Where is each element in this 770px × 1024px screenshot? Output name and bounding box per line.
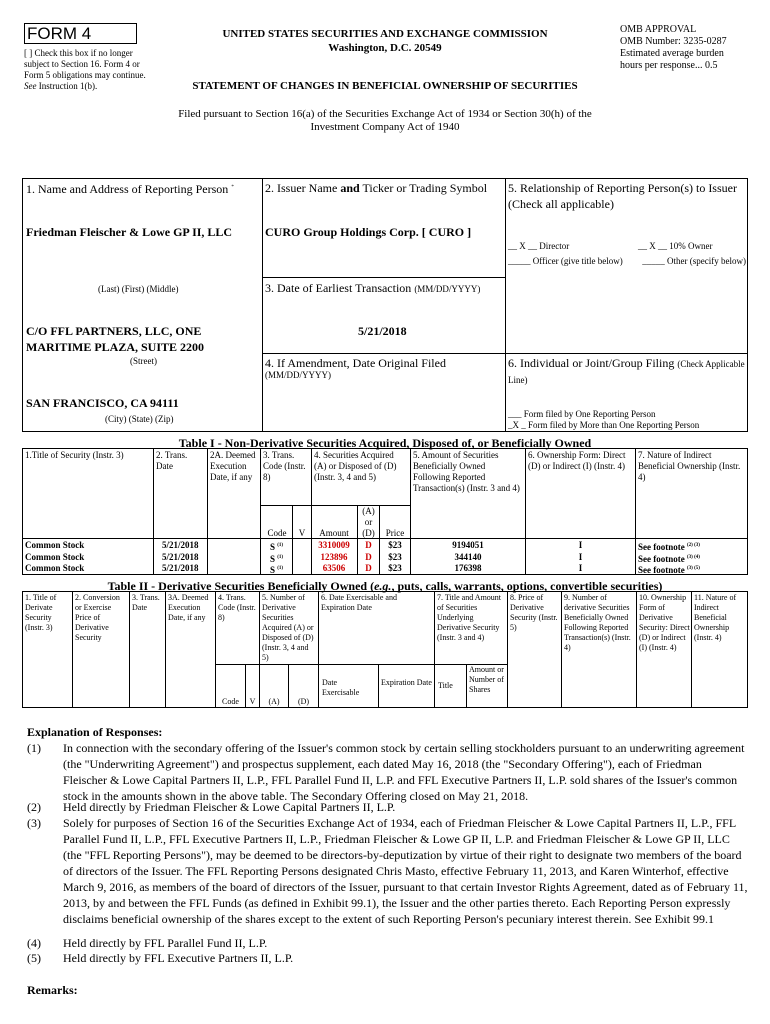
table1-title: Table I - Non-Derivative Securities Acquired, Disposed of, or Beneficially Owned	[178, 436, 592, 450]
row-price: $23	[388, 563, 402, 573]
reporting-name: Friedman Fleischer & Lowe GP II, LLC	[26, 225, 233, 239]
divider	[466, 664, 467, 708]
divider	[260, 505, 410, 506]
row-price: $23	[388, 540, 402, 550]
t2-h9: 9. Number of derivative Securities Beneficially Owned Following Reported Transaction(s) (Instr. 4)	[564, 593, 631, 652]
row-code-letter: S	[270, 542, 276, 552]
table2-title-b: , puts, calls, warrants, options, convertible securities)	[391, 579, 663, 593]
box2-label	[265, 180, 487, 196]
t1-sub-price: Price	[385, 528, 405, 538]
row-date: 5/21/2018	[162, 540, 199, 550]
row-code-note: (1)	[277, 543, 284, 548]
footnote-text: Held directly by FFL Executive Partners II, L.P.	[63, 951, 294, 965]
row-code-letter: S	[270, 554, 276, 564]
box4-format: (MM/DD/YYYY)	[265, 370, 331, 380]
row-form: I	[578, 552, 583, 562]
row-nature-note: (3) (5)	[687, 566, 700, 571]
box1-label	[26, 180, 234, 197]
row-code-letter: S	[270, 565, 276, 575]
earliest-date: 5/21/2018	[358, 324, 407, 338]
box3-label	[265, 280, 480, 296]
row-ad: D	[365, 552, 372, 562]
agency-city: Washington, D.C. 20549	[328, 42, 442, 54]
divider	[292, 505, 293, 575]
footnote-text: Held directly by FFL Parallel Fund II, L.P.	[63, 936, 268, 950]
name-parts-label: (Last) (First) (Middle)	[98, 284, 179, 294]
divider	[505, 178, 506, 432]
ten-pct-line: __ X __ 10% Owner	[638, 241, 713, 251]
divider	[129, 591, 130, 708]
box6-label	[508, 355, 746, 387]
instruction-ref: Instruction 1(b).	[38, 81, 98, 91]
footnote-num: (5)	[27, 951, 41, 965]
row-nature-text: See footnote	[638, 554, 685, 564]
omb-number: OMB Number: 3235-0287	[620, 36, 727, 47]
t2-h4: 4. Trans. Code (Instr. 8)	[218, 593, 256, 622]
t2-sub-date-ex: Date Exercisable	[322, 678, 360, 697]
t2-sub-v: V	[249, 697, 256, 706]
box4-label: 4. If Amendment, Date Original Filed	[265, 356, 446, 370]
divider	[262, 353, 505, 354]
row-nature-note: (3) (4)	[687, 555, 700, 560]
footnote-text: Solely for purposes of Section 16 of the Securities Exchange Act of 1934, each of Friedman Fleischer & Lowe Capital Partners II, L.P., FFL Parallel Fund II, L.P., FFL Executive Partners II, L.P., Friedman Fleischer & Lowe GP II, L.P. and Friedman Fleischer & Lowe GP II, LLC (the "FFL Reporting Persons"), may be deemed to be directors-by-deputization by virtue of their right to designate two members of the board of directors of the Issuer. The FFL Reporting Persons designated Chris Masto, effective February 11, 2013, and Karen Winterhof, effective March 9, 2016, as members of the board of directors of the Issuer, pursuant to that certain Investor Rights Agreement, dated as of February 11, 2013, by and between the FFL Funds (as defined in Exhibit 99.1), the Issuer and the other parties thereto. Each Reporting Person expressly disclaims beneficial ownership of the shares except to the extent of such Reporting Person's pecuniary interest therein. See Exhibit 99.1	[63, 816, 748, 926]
t2-sub-a: (A)	[268, 697, 280, 706]
row-amount: 3310009	[318, 540, 350, 550]
filed-pursuant: Filed pursuant to Section 16(a) of the Securities Exchange Act of 1934 or Section 30(h) of the Investment Company Act of 1940	[178, 108, 592, 133]
row-date: 5/21/2018	[162, 552, 199, 562]
row-owned: 344140	[454, 552, 482, 562]
divider	[318, 591, 319, 708]
t2-h7: 7. Title and Amount of Securities Underlying Derivative Security (Instr. 3 and 4)	[437, 593, 502, 642]
t1-h3: 3. Trans. Code (Instr. 8)	[263, 450, 306, 482]
box5-sub: (Check all applicable)	[508, 197, 614, 211]
omb-burden: Estimated average burden	[620, 48, 724, 59]
t2-h11: 11. Nature of Indirect Beneficial Ownership (Instr. 4)	[694, 593, 737, 642]
t2-h2: 2. Conversion or Exercise Price of Derivative Security	[75, 593, 120, 642]
box1-mark: *	[231, 185, 234, 190]
box3-format: (MM/DD/YYYY)	[414, 284, 481, 294]
t2-h5: 5. Number of Derivative Securities Acquired (A) or Disposed of (D) (Instr. 3, 4 and 5)	[262, 593, 314, 662]
divider	[561, 591, 562, 708]
box1-label-text: 1. Name and Address of Reporting Person	[26, 182, 229, 196]
row-nature-text: See footnote	[638, 565, 685, 575]
row-title: Common Stock	[25, 563, 85, 573]
divider	[215, 591, 216, 708]
other-line: _____ Other (specify below)	[642, 256, 746, 266]
box2-label-b: Ticker or Trading Symbol	[362, 181, 488, 195]
divider	[262, 277, 505, 278]
divider	[378, 664, 379, 708]
row-ad: D	[365, 563, 372, 573]
divider	[434, 591, 435, 708]
divider	[262, 178, 263, 432]
footnote-num: (4)	[27, 936, 41, 950]
explanation-heading: Explanation of Responses:	[27, 725, 163, 739]
divider	[507, 591, 508, 708]
t2-h3a: 3A. Deemed Execution Date, if any	[168, 593, 209, 622]
footnote-text: In connection with the secondary offering of the Issuer's common stock by certain selling stockholders pursuant to an underwriting agreement (the "Underwriting Agreement") and prospectus supplement, each dated May 16, 2018 (the "Secondary Offering"), each of Friedman Fleischer & Lowe Capital Partners II, L.P., FFL Parallel Fund II, L.P. and FFL Executive Partners II, L.P. sold shares of the Issuer's common stock in the amounts shown in the above table. The Secondary Offering closed on May 21, 2018.	[63, 741, 745, 803]
street-label: (Street)	[130, 356, 157, 366]
row-code-note: (1)	[277, 566, 284, 571]
t2-h10: 10. Ownership Form of Derivative Security: Direct (D) or Indirect (I) (Instr. 4)	[639, 593, 690, 652]
divider	[635, 448, 636, 575]
t2-h8: 8. Price of Derivative Security (Instr. 5)	[510, 593, 558, 632]
row-owned: 176398	[454, 563, 482, 573]
row-nature-text: See footnote	[638, 542, 685, 552]
divider	[636, 591, 637, 708]
form-title: FORM 4	[27, 24, 92, 43]
agency-title: UNITED STATES SECURITIES AND EXCHANGE COMMISSION	[222, 28, 548, 40]
table2-title-a: Table II - Derivative Securities Beneficially Owned (	[107, 579, 375, 593]
table2-title-eg: e.g.	[374, 579, 392, 593]
t1-sub-code: Code	[267, 528, 287, 538]
t2-sub-d: (D)	[297, 697, 310, 706]
divider	[72, 591, 73, 708]
t1-h6: 6. Ownership Form: Direct (D) or Indirect (I) (Instr. 4)	[528, 450, 626, 471]
row-title: Common Stock	[25, 540, 85, 550]
footnote-num: (2)	[27, 800, 41, 814]
statement-title: STATEMENT OF CHANGES IN BENEFICIAL OWNERSHIP OF SECURITIES	[192, 80, 578, 92]
divider	[207, 448, 208, 575]
issuer-name: CURO Group Holdings Corp. [ CURO ]	[265, 225, 472, 239]
filed-one-line: ___ Form filed by One Reporting Person	[508, 409, 656, 419]
omb-approval: OMB APPROVAL	[620, 24, 697, 35]
director-line: __ X __ Director	[508, 241, 570, 251]
row-ad: D	[365, 540, 372, 550]
checkbox-note	[24, 48, 154, 92]
t2-sub-code: Code	[222, 697, 239, 706]
box5-label	[508, 180, 748, 212]
row-amount: 63506	[322, 563, 346, 573]
t1-h2a: 2A. Deemed Execution Date, if any	[210, 450, 256, 482]
t1-h4: 4. Securities Acquired (A) or Disposed of (D) (Instr. 3, 4 and 5)	[314, 450, 397, 482]
t2-sub-exp: Expiration Date	[381, 678, 432, 687]
divider	[165, 591, 166, 708]
divider	[153, 448, 154, 575]
t2-sub-amount: Amount or Number of Shares	[469, 665, 504, 694]
t1-sub-aord: (A) or (D)	[362, 506, 375, 538]
footnote-num: (1)	[27, 741, 41, 755]
box3-label-text: 3. Date of Earliest Transaction	[265, 281, 412, 295]
row-price: $23	[388, 552, 402, 562]
box5-label-text: 5. Relationship of Reporting Person(s) to Issuer	[508, 181, 737, 195]
reporting-city: SAN FRANCISCO, CA 94111	[26, 396, 179, 410]
row-nature-note: (2) (3)	[687, 543, 700, 548]
t2-sub-title: Title	[438, 681, 453, 690]
filed-more-line: _X _ Form filed by More than One Reporting Person	[508, 420, 700, 430]
t2-h1: 1. Title of Derivate Security (Instr. 3)	[25, 593, 57, 632]
see-word: See	[24, 81, 37, 91]
divider	[691, 591, 692, 708]
row-code-note: (1)	[277, 555, 284, 560]
t1-sub-v: V	[298, 528, 306, 538]
box2-label-a: 2. Issuer Name	[265, 181, 338, 195]
divider	[505, 353, 748, 354]
checkbox-note-text: [ ] Check this box if no longer subject to Section 16. Form 4 or Form 5 obligations may continue.	[24, 48, 146, 80]
omb-box	[620, 24, 760, 72]
box6-check: (Check Applicable Line)	[508, 359, 745, 385]
row-owned: 9194051	[452, 540, 484, 550]
box6-label-text: 6. Individual or Joint/Group Filing	[508, 356, 675, 370]
t1-sub-amount: Amount	[319, 528, 349, 538]
officer-line: _____ Officer (give title below)	[508, 256, 623, 266]
row-form: I	[578, 563, 583, 573]
row-date: 5/21/2018	[162, 563, 199, 573]
t1-h1: 1.Title of Security (Instr. 3)	[25, 450, 124, 460]
t1-h7: 7. Nature of Indirect Beneficial Ownership (Instr. 4)	[638, 450, 741, 482]
divider	[259, 591, 260, 708]
box2-label-and: and	[340, 181, 360, 195]
reporting-section	[22, 178, 748, 432]
omb-hours: hours per response... 0.5	[620, 60, 718, 71]
t2-h6: 6. Date Exercisable and Expiration Date	[321, 593, 397, 612]
footnote-num: (3)	[27, 816, 41, 830]
row-title: Common Stock	[25, 552, 85, 562]
t2-h3: 3. Trans. Date	[132, 593, 160, 612]
city-label: (City) (State) (Zip)	[105, 414, 174, 424]
row-nature	[638, 563, 700, 576]
divider	[260, 448, 261, 575]
reporting-street: C/O FFL PARTNERS, LLC, ONE MARITIME PLAZA, SUITE 2200	[26, 324, 205, 354]
row-amount: 123896	[320, 552, 348, 562]
t1-h2: 2. Trans. Date	[156, 450, 188, 471]
row-code	[270, 563, 283, 576]
t1-h5: 5. Amount of Securities Beneficially Owned Following Reported Transaction(s) (Instr. 3 and 4)	[413, 450, 520, 493]
remarks-label: Remarks:	[27, 983, 78, 997]
row-form: I	[578, 540, 583, 550]
footnote-text: Held directly by Friedman Fleischer & Lowe Capital Partners II, L.P.	[63, 800, 396, 814]
